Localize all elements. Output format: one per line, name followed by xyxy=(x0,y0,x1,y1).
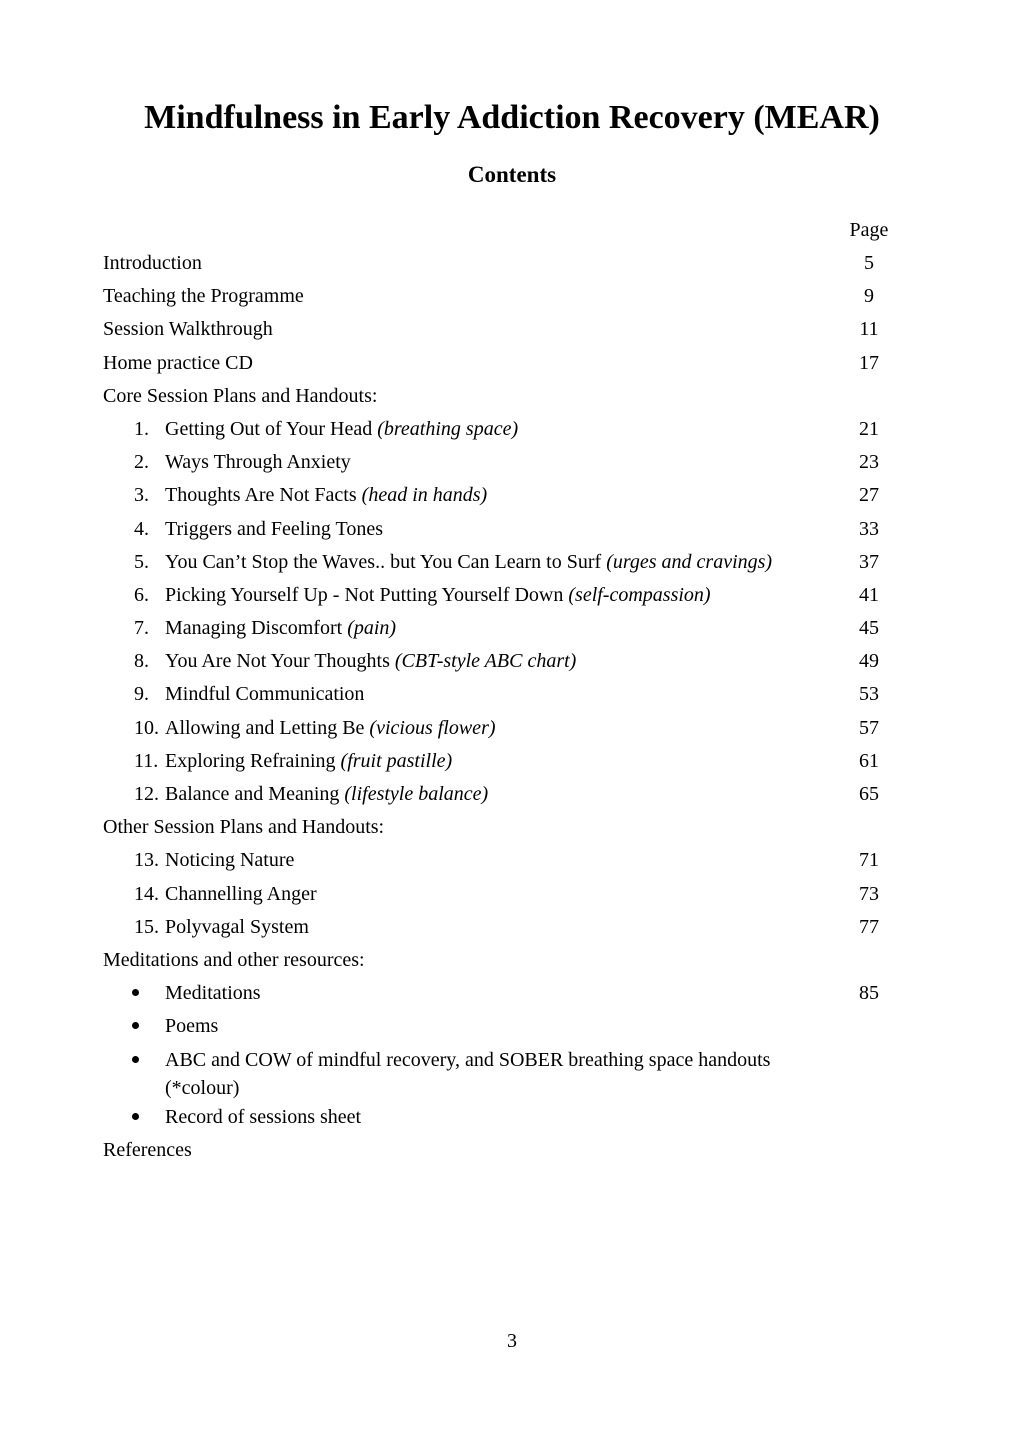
bullet-icon xyxy=(132,1056,139,1063)
session-title: Ways Through Anxiety xyxy=(165,451,351,474)
resource-label: Record of sessions sheet xyxy=(165,1105,362,1128)
toc-entry-teaching xyxy=(103,282,903,315)
resource-label: ABC and COW of mindful recovery, and SOBER breathing space handouts (*colour) xyxy=(165,1048,771,1099)
session-number: 3. xyxy=(134,484,149,507)
toc-session-entry xyxy=(103,780,903,813)
toc-section-heading-other xyxy=(103,813,903,846)
toc-entry-label: Session Walkthrough xyxy=(103,318,273,341)
session-number: 2. xyxy=(134,451,149,474)
session-number: 14. xyxy=(134,882,159,905)
toc-entry-label: Teaching the Programme xyxy=(103,285,304,308)
toc-entry-label: Home practice CD xyxy=(103,351,253,374)
session-title: Getting Out of Your Head xyxy=(165,417,373,440)
session-text xyxy=(165,481,805,509)
session-page: 23 xyxy=(859,451,879,474)
session-page: 27 xyxy=(859,484,879,507)
bullet-icon xyxy=(132,989,139,996)
session-page: 37 xyxy=(859,550,879,573)
resource-label: Meditations xyxy=(165,982,261,1005)
resource-page: 85 xyxy=(859,982,879,1005)
session-number: 15. xyxy=(134,915,159,938)
session-text xyxy=(165,548,805,576)
session-number: 13. xyxy=(134,849,159,872)
bullet-icon xyxy=(132,1022,139,1029)
toc-entry-introduction xyxy=(103,249,903,282)
session-page: 49 xyxy=(859,650,879,673)
toc-session-entry xyxy=(103,846,903,879)
session-title: Balance and Meaning xyxy=(165,783,340,805)
session-page: 61 xyxy=(859,749,879,772)
toc-section-heading-core xyxy=(103,382,903,415)
toc-session-entry xyxy=(103,481,903,514)
session-number: 11. xyxy=(134,749,159,772)
session-text xyxy=(165,780,805,808)
session-page: 71 xyxy=(859,849,879,872)
toc-session-entry xyxy=(103,647,903,680)
session-text xyxy=(165,448,805,476)
toc-entry-home-practice xyxy=(103,349,903,382)
toc-entry-references xyxy=(103,1136,903,1169)
contents-heading: Contents xyxy=(467,162,557,187)
document-title: Mindfulness in Early Addiction Recovery (MEAR) xyxy=(144,99,880,136)
session-note: (fruit pastille) xyxy=(340,749,453,772)
session-page: 65 xyxy=(859,783,879,805)
session-title: Managing Discomfort xyxy=(165,617,343,640)
resource-label: Poems xyxy=(165,1015,219,1038)
session-text xyxy=(165,747,805,775)
page-column-header: Page xyxy=(849,219,889,241)
toc-entry-page: 5 xyxy=(864,252,874,274)
toc-section-heading-resources xyxy=(103,946,903,979)
session-note: (pain) xyxy=(347,617,397,640)
session-page: 45 xyxy=(859,617,879,640)
session-page: 21 xyxy=(859,417,879,440)
toc-session-entry xyxy=(103,448,903,481)
toc-resource-entry xyxy=(103,1103,903,1136)
toc-session-entry xyxy=(103,913,903,946)
session-note: (self-compassion) xyxy=(568,583,711,606)
session-text xyxy=(165,581,805,609)
toc-session-entry xyxy=(103,714,903,747)
session-title: Allowing and Letting Be xyxy=(165,716,365,739)
session-note: (vicious flower) xyxy=(369,716,496,739)
session-text xyxy=(165,714,805,742)
session-title: Exploring Refraining xyxy=(165,749,336,772)
page-number: 3 xyxy=(507,1330,517,1352)
session-number: 4. xyxy=(134,517,149,540)
toc-resource-entry xyxy=(103,1046,903,1103)
section-heading: Other Session Plans and Handouts: xyxy=(103,816,385,839)
toc-session-entry xyxy=(103,515,903,548)
session-page: 41 xyxy=(859,583,879,606)
session-note: (lifestyle balance) xyxy=(344,783,489,805)
toc-entry-page: 11 xyxy=(859,318,879,341)
session-title: You Can’t Stop the Waves.. but You Can Learn to Surf xyxy=(165,550,602,573)
session-page: 73 xyxy=(859,882,879,905)
session-note: (CBT-style ABC chart) xyxy=(394,650,577,673)
session-number: 12. xyxy=(134,783,159,805)
toc-entry-walkthrough xyxy=(103,315,903,348)
toc-session-entry xyxy=(103,614,903,647)
toc-session-entry xyxy=(103,747,903,780)
session-number: 6. xyxy=(134,583,149,606)
session-title: Thoughts Are Not Facts xyxy=(165,484,357,507)
session-title: Channelling Anger xyxy=(165,882,317,905)
session-note: (breathing space) xyxy=(377,417,519,440)
toc-session-entry xyxy=(103,548,903,581)
toc-resource-entry xyxy=(103,979,903,1012)
section-heading: Meditations and other resources: xyxy=(103,948,365,971)
toc-session-entry xyxy=(103,880,903,913)
toc-entry-page: 17 xyxy=(859,351,879,374)
toc-resource-entry xyxy=(103,1012,903,1045)
session-text xyxy=(165,515,805,543)
session-number: 9. xyxy=(134,683,149,706)
toc-entry-label: Introduction xyxy=(103,252,202,274)
section-heading: Core Session Plans and Handouts: xyxy=(103,384,378,407)
session-text xyxy=(165,415,805,443)
session-text xyxy=(165,647,805,675)
session-title: Polyvagal System xyxy=(165,915,309,938)
session-number: 1. xyxy=(134,417,149,440)
session-page: 57 xyxy=(859,716,879,739)
session-title: You Are Not Your Thoughts xyxy=(165,650,390,673)
session-number: 5. xyxy=(134,550,149,573)
toc-session-entry xyxy=(103,415,903,448)
session-title: Picking Yourself Up - Not Putting Yourself Down xyxy=(165,583,564,606)
session-title: Noticing Nature xyxy=(165,849,295,872)
toc-entry-page: 9 xyxy=(864,285,874,308)
table-of-contents xyxy=(103,249,903,1169)
toc-session-entry xyxy=(103,680,903,713)
session-number: 10. xyxy=(134,716,159,739)
session-note: (urges and cravings) xyxy=(606,550,773,573)
bullet-icon xyxy=(132,1113,139,1120)
toc-entry-label: References xyxy=(103,1138,192,1161)
toc-session-entry xyxy=(103,581,903,614)
session-title: Triggers and Feeling Tones xyxy=(165,517,384,540)
session-number: 7. xyxy=(134,617,149,640)
session-text xyxy=(165,614,805,642)
session-page: 53 xyxy=(859,683,879,706)
session-note: (head in hands) xyxy=(361,484,488,507)
session-page: 33 xyxy=(859,517,879,540)
session-title: Mindful Communication xyxy=(165,683,365,706)
session-page: 77 xyxy=(859,915,879,938)
session-number: 8. xyxy=(134,650,149,673)
session-text xyxy=(165,680,805,708)
